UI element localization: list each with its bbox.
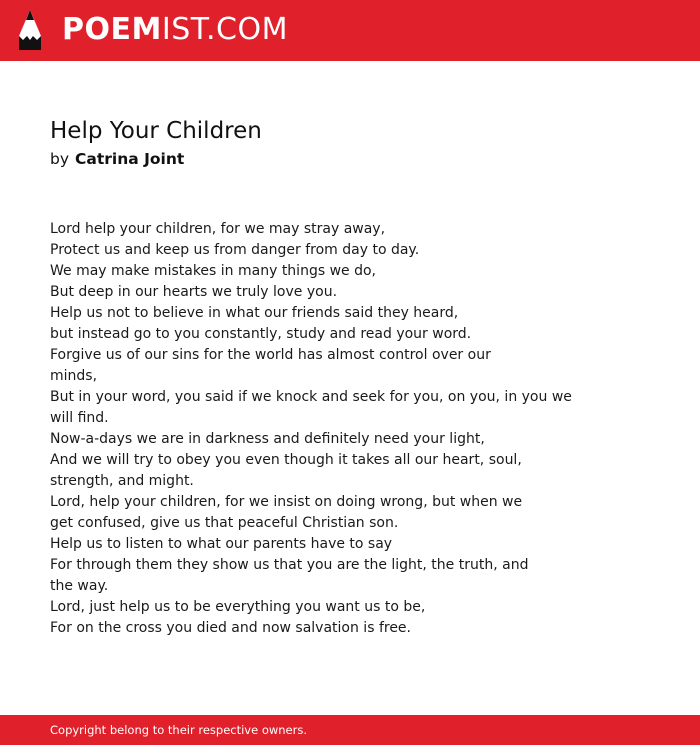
poem-line: Help us not to believe in what our friends said they heard,	[50, 305, 459, 321]
poem-body	[50, 219, 572, 639]
poem-line: Now-a-days we are in darkness and definitely need your light,	[50, 431, 485, 447]
site-header	[0, 0, 700, 61]
poem-line: Forgive us of our sins for the world has almost control over our	[50, 347, 491, 363]
site-footer	[0, 715, 700, 745]
poem-line: get confused, give us that peaceful Christian son.	[50, 515, 399, 531]
poem-line: Lord, help your children, for we insist on doing wrong, but when we	[50, 494, 523, 510]
poem-line: But in your word, you said if we knock and seek for you, on you, in you we	[50, 389, 572, 405]
poem-line: minds,	[50, 368, 98, 384]
poem-line: will find.	[50, 410, 109, 426]
poem-line: And we will try to obey you even though it takes all our heart, soul,	[50, 452, 522, 468]
pencil-tip-icon[interactable]	[17, 9, 43, 51]
poem-line: Lord, just help us to be everything you want us to be,	[50, 599, 426, 615]
poem-line: For through them they show us that you are the light, the truth, and	[50, 557, 529, 573]
poem-byline	[50, 149, 184, 169]
poem-line: the way.	[50, 578, 109, 594]
by-label: by	[50, 150, 70, 168]
poem-author[interactable]: Catrina Joint	[75, 150, 185, 168]
poem-line: but instead go to you constantly, study and read your word.	[50, 326, 472, 342]
poem-line: Protect us and keep us from danger from day to day.	[50, 242, 420, 258]
poem-line: Help us to listen to what our parents have to say	[50, 536, 393, 552]
poem-line: But deep in our hearts we truly love you.	[50, 284, 338, 300]
poem-line: For on the cross you died and now salvation is free.	[50, 620, 411, 636]
logo-text-bold: POEM	[62, 12, 162, 47]
logo-text-light: IST.COM	[161, 12, 288, 47]
poem-line: Lord help your children, for we may stray away,	[50, 221, 386, 237]
poem-line: strength, and might.	[50, 473, 194, 489]
copyright-notice: Copyright belong to their respective owners.	[50, 723, 308, 737]
poem-title: Help Your Children	[50, 118, 262, 144]
site-logo[interactable]	[62, 12, 288, 48]
poem-line: We may make mistakes in many things we do,	[50, 263, 376, 279]
